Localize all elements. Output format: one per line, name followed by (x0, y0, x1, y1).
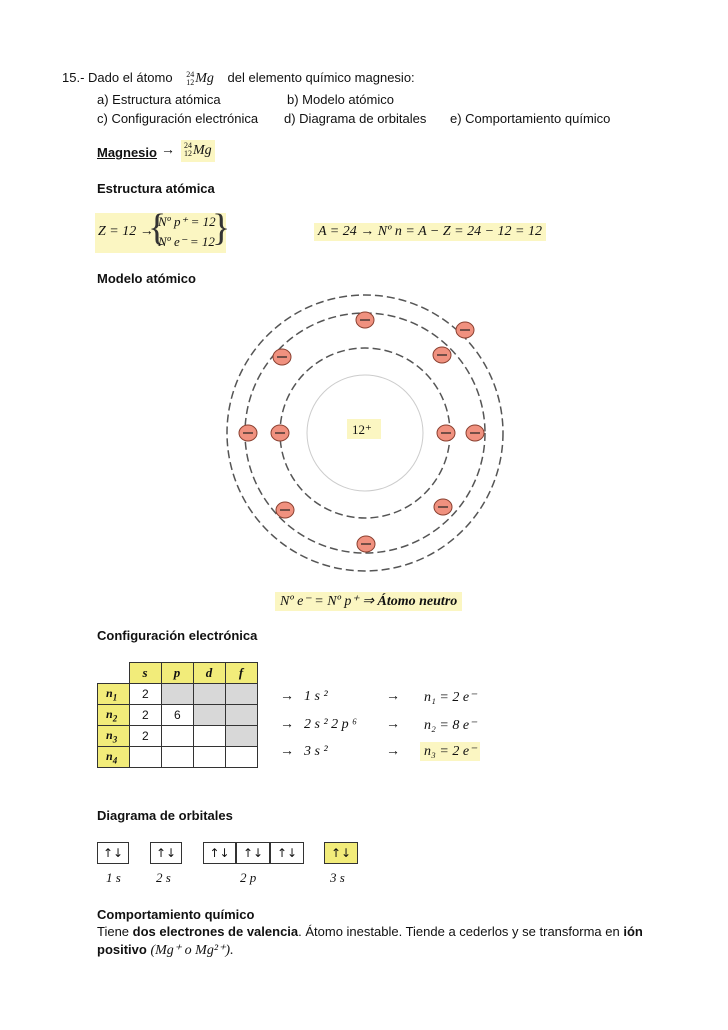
element-arrow: → (161, 143, 175, 158)
orbital-2s: ↑↓ (150, 842, 182, 864)
cell: 2 (130, 726, 162, 747)
element-name: Magnesio (97, 145, 157, 160)
neutral-label: Átomo neutro (377, 594, 458, 609)
cell (226, 726, 258, 747)
level-3: $n_3$ (98, 726, 130, 747)
task-d: d) Diagrama de orbitales (284, 111, 427, 126)
level-4: $n_4$ (98, 747, 130, 768)
task-b: b) Modelo atómico (287, 92, 394, 107)
valence-electrons: dos electrones de valencia (132, 924, 299, 939)
orbital-2p-x: ↑↓ (203, 842, 236, 864)
col-p: p (162, 663, 194, 684)
table-row (98, 684, 258, 705)
electrons-count: Nº e⁻ = 12 (158, 234, 215, 249)
result-total-2: n₂ = 8 e⁻ (424, 718, 477, 733)
orbital-3s: ↑↓ (324, 842, 358, 864)
behavior-line-2 (97, 942, 234, 959)
level-1: $n_1$ (98, 684, 130, 705)
element-symbol: Mg (195, 71, 214, 86)
model-heading: Modelo atómico (97, 271, 196, 286)
element-isotope (181, 140, 215, 162)
behavior-text: Tiene (97, 924, 130, 939)
cell (162, 747, 194, 768)
result-config-3: 3 s ² (304, 744, 328, 759)
ion-formulas: (Mg⁺ o Mg²⁺). (150, 943, 234, 958)
problem-isotope (186, 70, 214, 87)
orbital-label-1s: 1 s (106, 870, 121, 885)
cell (194, 705, 226, 726)
cell (130, 747, 162, 768)
neutron-calculation: A = 24 → Nº n = A − Z = 24 − 12 = 12 (314, 223, 546, 241)
col-d: d (194, 663, 226, 684)
result-total-3: n₃ = 2 e⁻ (420, 742, 480, 761)
cell: 2 (130, 684, 162, 705)
result-total-1: n₁ = 2 e⁻ (424, 690, 477, 705)
orbital-2p-y: ↑↓ (236, 842, 270, 864)
table-row (98, 747, 258, 768)
task-c: c) Configuración electrónica (97, 111, 259, 126)
orbital-2p-z: ↑↓ (270, 842, 304, 864)
problem-statement (62, 70, 415, 87)
result-config-1: 1 s ² (304, 689, 328, 704)
result-arrow: → (386, 689, 400, 704)
problem-prefix: 15.- Dado el átomo (62, 70, 173, 85)
cell (226, 684, 258, 705)
result-arrow: → (386, 744, 400, 759)
table-row (98, 663, 258, 684)
behavior-text: . Átomo inestable. Tiende a cederlos y se transforma en (298, 924, 620, 939)
ion-word: ión (623, 924, 643, 939)
result-config-2: 2 s ² 2 p ⁶ (304, 717, 358, 732)
table-row (98, 726, 258, 747)
cell: 6 (162, 705, 194, 726)
behavior-line-1 (97, 924, 643, 939)
left-brace: { (148, 207, 167, 249)
orbital-label-2p: 2 p (240, 870, 257, 885)
result-arrow: → (386, 717, 400, 732)
neutral-expression: Nº e⁻ = Nº p⁺ ⇒ (280, 594, 375, 609)
structure-heading: Estructura atómica (97, 181, 215, 196)
orbital-1s: ↑↓ (97, 842, 129, 864)
cell (226, 705, 258, 726)
result-arrow: → (280, 689, 294, 704)
cell (194, 747, 226, 768)
element-symbol-box: Mg (193, 143, 212, 158)
result-arrow: → (280, 744, 294, 759)
cell (226, 747, 258, 768)
cell: 2 (130, 705, 162, 726)
cell (162, 726, 194, 747)
problem-suffix: del elemento químico magnesio: (227, 70, 415, 85)
config-table (97, 662, 258, 768)
level-2: $n_2$ (98, 705, 130, 726)
element-mass: 24 (184, 141, 192, 151)
cell (194, 684, 226, 705)
positive-word: positivo (97, 942, 147, 957)
col-s: s (130, 663, 162, 684)
z-expression: Z = 12 → (98, 224, 154, 239)
nucleus-label: 12⁺ (352, 422, 372, 437)
orbital-label-3s: 3 s (330, 870, 345, 885)
atomic-model-diagram (215, 285, 515, 585)
orbitals-heading: Diagrama de orbitales (97, 808, 233, 823)
orbital-label-2s: 2 s (156, 870, 171, 885)
cell (162, 684, 194, 705)
cell (194, 726, 226, 747)
result-arrow: → (280, 717, 294, 732)
protons-count: Nº p⁺ = 12 (158, 214, 216, 229)
neutral-statement (275, 592, 462, 611)
col-f: f (226, 663, 258, 684)
atomic-number: 12 (186, 77, 195, 87)
element-atomic: 12 (184, 149, 192, 159)
table-row (98, 705, 258, 726)
task-a: a) Estructura atómica (97, 92, 221, 107)
right-brace: } (212, 207, 231, 249)
behavior-heading: Comportamiento químico (97, 907, 255, 922)
task-e: e) Comportamiento químico (450, 111, 611, 126)
mass-number: 24 (186, 69, 195, 79)
config-heading: Configuración electrónica (97, 628, 258, 643)
